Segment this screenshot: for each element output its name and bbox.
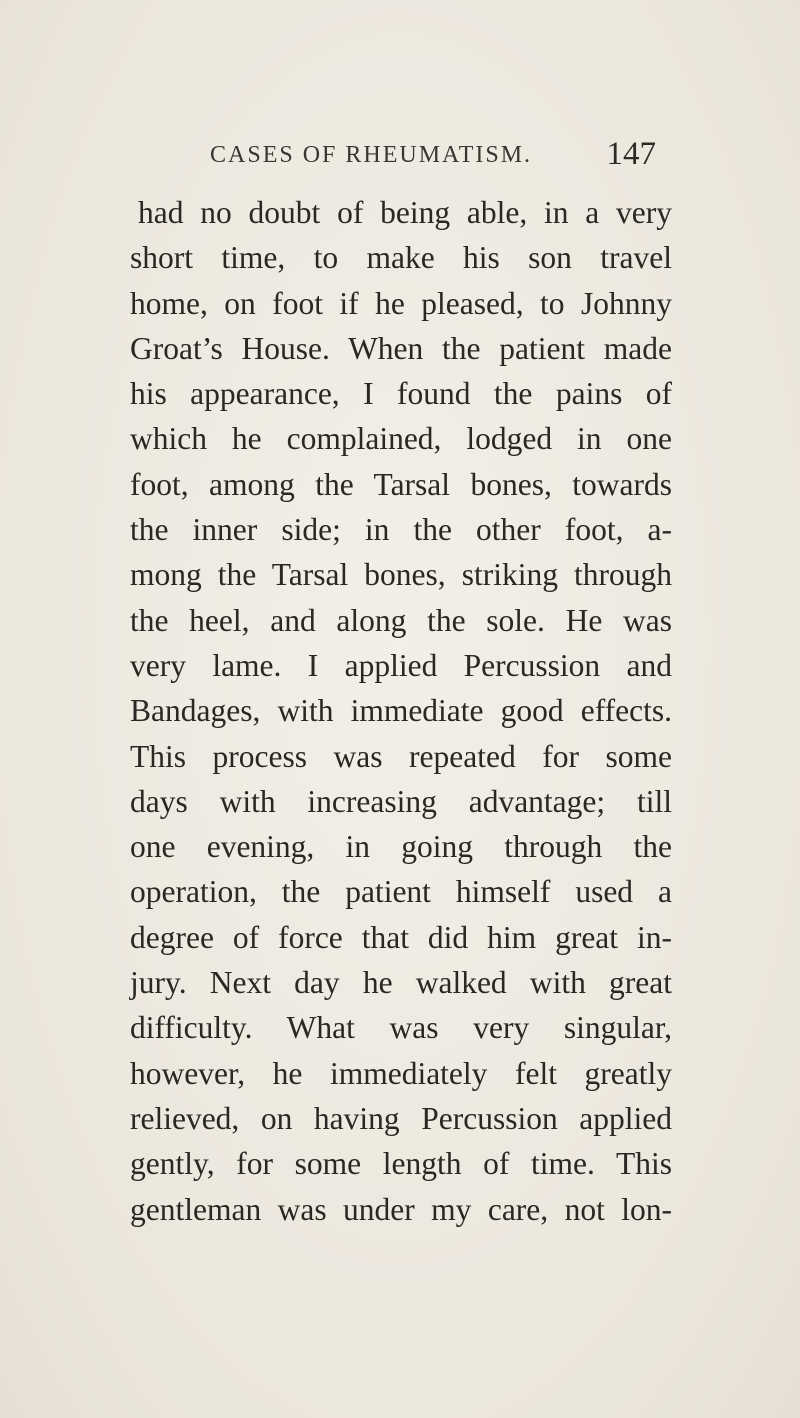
text-line: the inner side; in the other foot, a- xyxy=(130,512,672,548)
text-line: days with increasing advantage; till xyxy=(130,783,672,819)
text-line: which he complained, lodged in one xyxy=(130,421,672,457)
text-line: jury. Next day he walked with great xyxy=(130,965,672,1001)
page-number: 147 xyxy=(606,136,656,172)
body-text xyxy=(130,190,672,1232)
text-line: gentleman was under my care, not lon- xyxy=(130,1191,672,1227)
text-line: his appearance, I found the pains of xyxy=(130,376,672,412)
text-line: difficulty. What was very singular, xyxy=(130,1010,672,1046)
text-line: home, on foot if he pleased, to Johnny xyxy=(130,285,672,321)
text-line: the heel, and along the sole. He was xyxy=(130,602,672,638)
text-line: Groat’s House. When the patient made xyxy=(130,330,672,366)
text-line: one evening, in going through the xyxy=(130,829,672,865)
text-line: degree of force that did him great in- xyxy=(130,919,672,955)
text-line: short time, to make his son travel xyxy=(130,240,672,276)
running-title: CASES OF RHEUMATISM. xyxy=(210,142,533,168)
text-line: had no doubt of being able, in a very xyxy=(138,195,672,230)
text-line: foot, among the Tarsal bones, towards xyxy=(130,466,672,502)
text-line: gently, for some length of time. This xyxy=(130,1146,672,1182)
text-line: This process was repeated for some xyxy=(130,738,672,774)
text-line: mong the Tarsal bones, striking through xyxy=(130,557,672,593)
running-head xyxy=(190,136,656,176)
text-line: operation, the patient himself used a xyxy=(130,874,672,910)
text-line: however, he immediately felt greatly xyxy=(130,1055,672,1091)
text-line: very lame. I applied Percussion and xyxy=(130,647,672,683)
text-line: Bandages, with immediate good effects. xyxy=(130,693,672,729)
text-line: relieved, on having Percussion applied xyxy=(130,1100,672,1136)
